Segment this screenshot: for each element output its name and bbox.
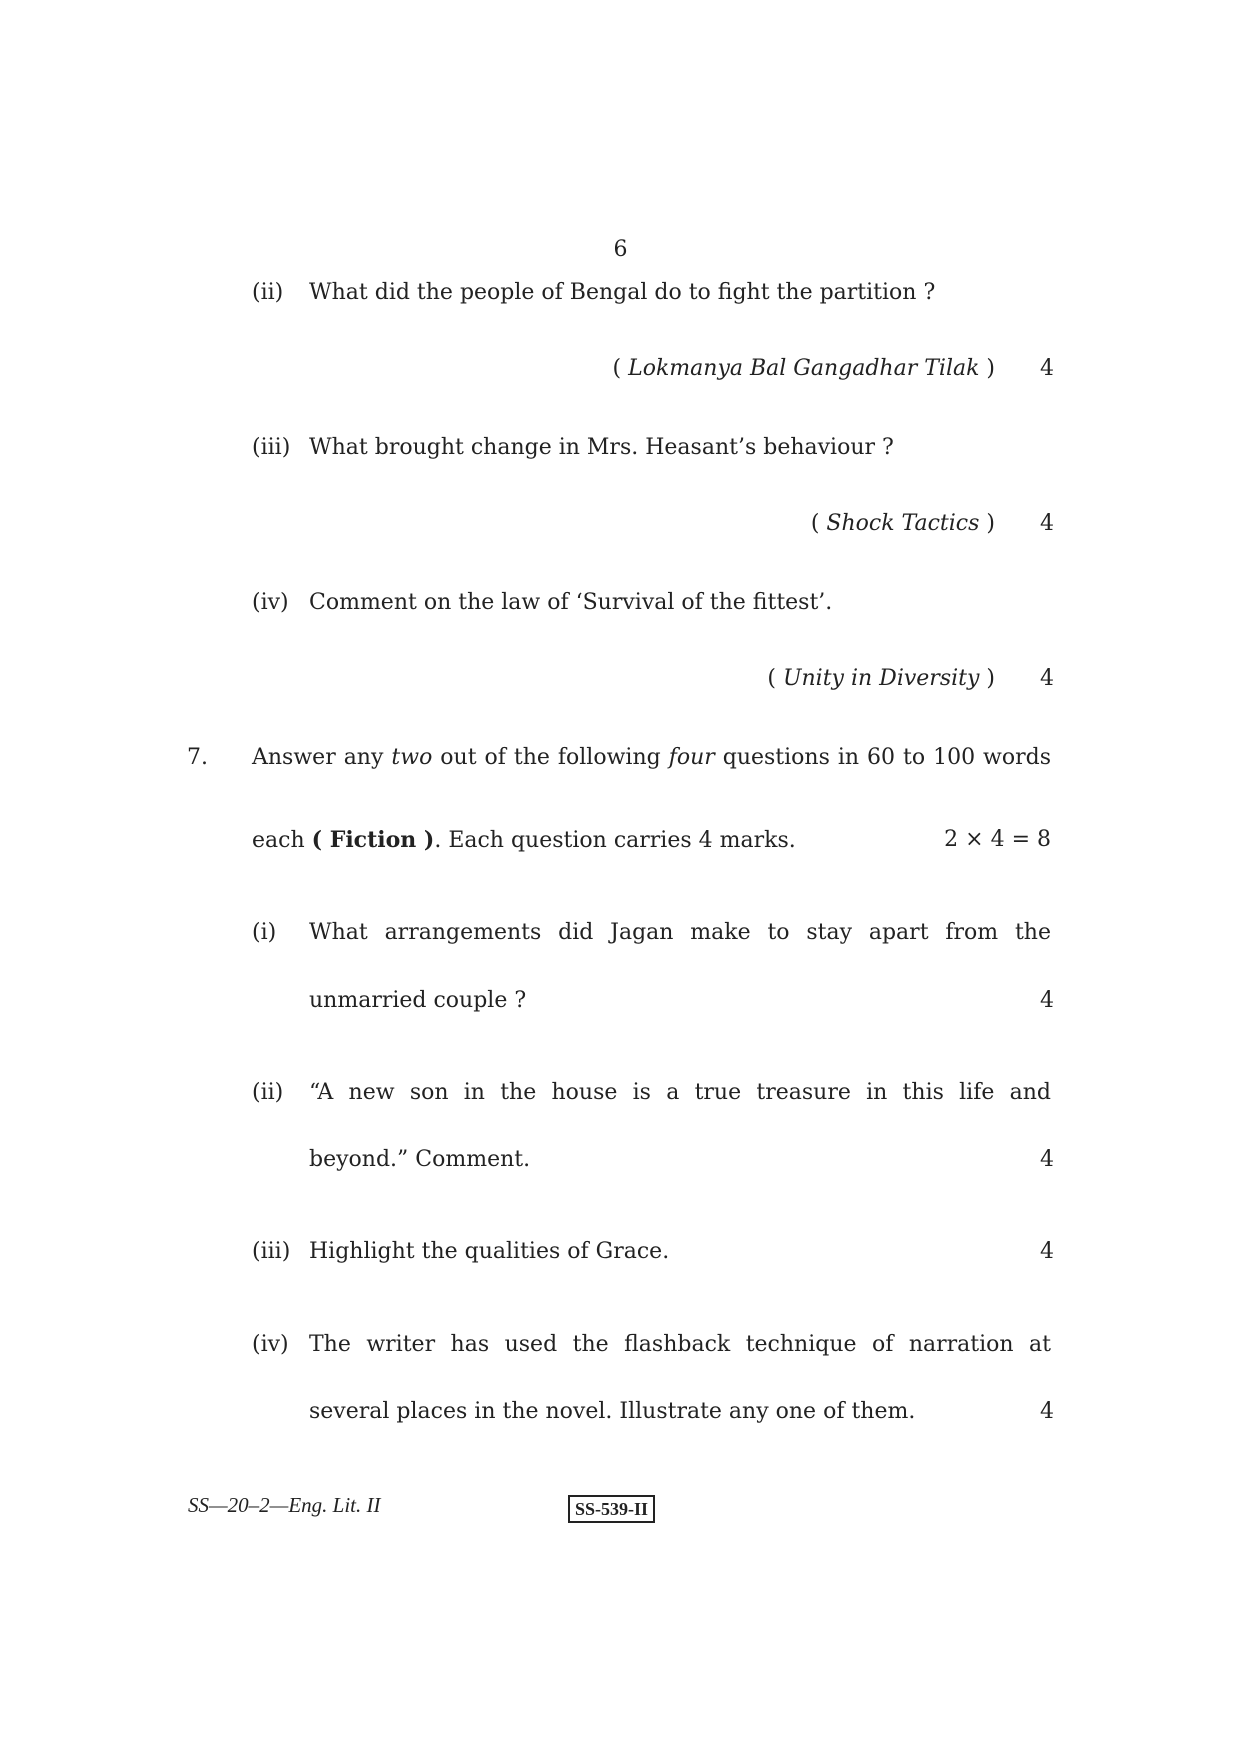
q7-item-text-line2: several places in the novel. Illustrate any one of them. <box>309 1399 916 1424</box>
q6-item-source: ( Unity in Diversity ) <box>767 666 995 691</box>
footer-code: SS—20–2—Eng. Lit. II <box>188 1493 381 1517</box>
source-title: Lokmanya Bal Gangadhar Tilak <box>628 356 980 381</box>
q7-item-text-line1: Highlight the qualities of Grace. <box>309 1239 670 1264</box>
q7-item-number: (iii) <box>252 1239 291 1264</box>
q7-item-marks: 4 <box>1040 988 1054 1013</box>
page-number: 6 <box>613 237 628 262</box>
q6-item-number: (iii) <box>252 435 291 460</box>
q7-item-number: (iv) <box>252 1332 289 1357</box>
q7-item-text-line1: The writer has used the flashback technique of narration at <box>309 1332 1051 1357</box>
q7-item-text-line2: beyond.” Comment. <box>309 1147 531 1172</box>
q6-item-marks: 4 <box>1040 356 1054 381</box>
source-title: Unity in Diversity <box>782 666 980 691</box>
q7-item-marks: 4 <box>1040 1399 1054 1424</box>
q6-item-number: (ii) <box>252 280 284 305</box>
q7-item-text-line1: What arrangements did Jagan make to stay apart from the <box>309 920 1051 945</box>
source-title: Shock Tactics <box>826 511 980 536</box>
q7-item-text-line1: “A new son in the house is a true treasure in this life and <box>309 1080 1051 1105</box>
q7-item-marks: 4 <box>1040 1147 1054 1172</box>
q7-item-text-line2: unmarried couple ? <box>309 988 527 1013</box>
q7-instruction-line2: each ( Fiction ). Each question carries 4 marks. <box>252 827 796 853</box>
q6-item-text: What brought change in Mrs. Heasant’s behaviour ? <box>309 435 894 460</box>
q6-item-number: (iv) <box>252 590 289 615</box>
q7-marks-formula: 2 × 4 = 8 <box>944 827 1051 852</box>
q7-item-number: (i) <box>252 920 277 945</box>
q6-item-source: ( Shock Tactics ) <box>810 511 995 536</box>
q6-item-marks: 4 <box>1040 666 1054 691</box>
q7-item-marks: 4 <box>1040 1239 1054 1264</box>
q7-item-number: (ii) <box>252 1080 284 1105</box>
q6-item-source: ( Lokmanya Bal Gangadhar Tilak ) <box>612 356 995 381</box>
q6-item-marks: 4 <box>1040 511 1054 536</box>
q6-item-text: What did the people of Bengal do to fight the partition ? <box>309 280 936 305</box>
q6-item-text: Comment on the law of ‘Survival of the fittest’. <box>309 590 833 615</box>
q7-instruction-line1: Answer any two out of the following four questions in 60 to 100 words <box>252 745 1052 770</box>
q7-number: 7. <box>187 745 208 770</box>
footer-paper-id: SS-539-II <box>568 1495 655 1523</box>
